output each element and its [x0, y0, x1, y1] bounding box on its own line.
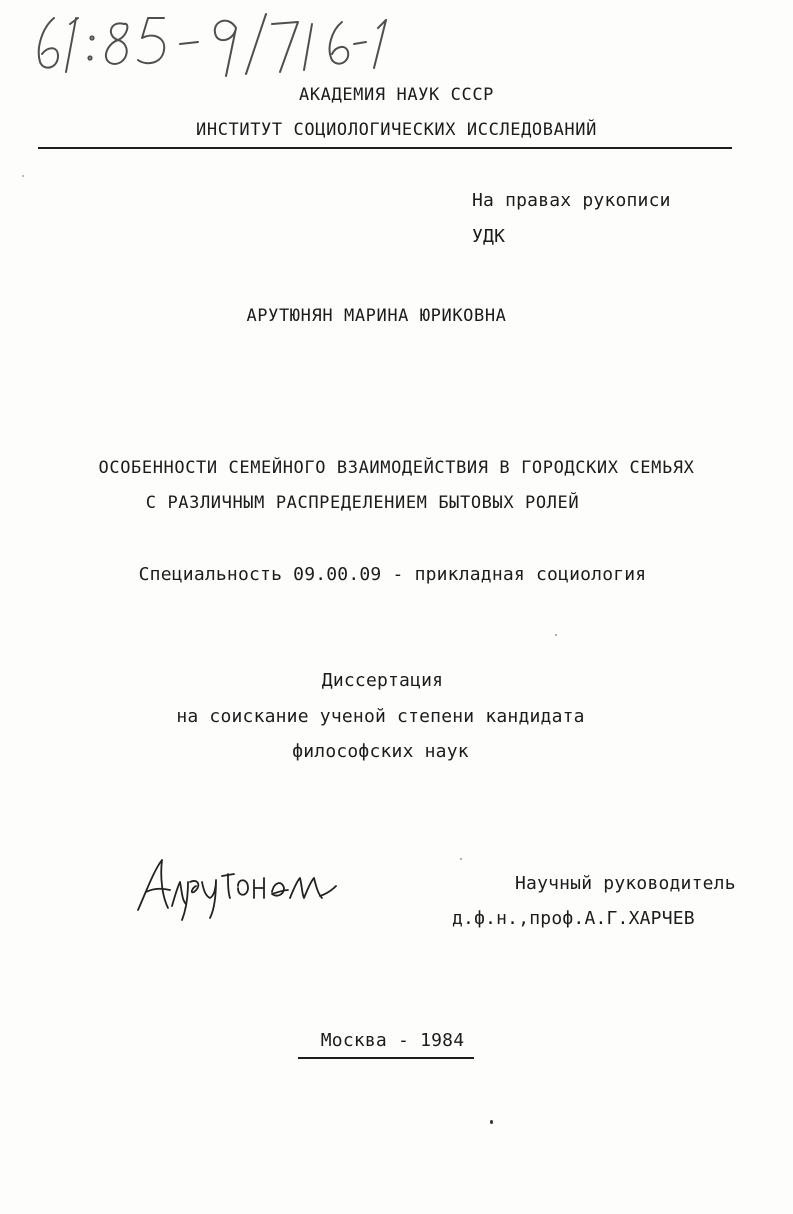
manuscript-rights: На правах рукописи [472, 190, 671, 211]
dissertation-title-line-2: С РАЗЛИЧНЫМ РАСПРЕДЕЛЕНИЕМ БЫТОВЫХ РОЛЕЙ [145, 493, 580, 513]
dissertation-label: Диссертация [321, 670, 444, 691]
archive-mark-handwriting [14, 4, 394, 82]
degree-line: на соискание ученой степени кандидата [176, 706, 585, 727]
dissertation-title-line-1: ОСОБЕННОСТИ СЕМЕЙНОГО ВЗАИМОДЕЙСТВИЯ В ГОРОДСКИХ СЕМЬЯХ [98, 458, 695, 478]
author-name: АРУТЮНЯН МАРИНА ЮРИКОВНА [246, 306, 507, 326]
institute-name: ИНСТИТУТ СОЦИОЛОГИЧЕСКИХ ИССЛЕДОВАНИЙ [196, 120, 597, 140]
place-year: Москва - 1984 [320, 1030, 465, 1051]
supervisor-name: д.ф.н.,проф.А.Г.ХАРЧЕВ [452, 908, 695, 929]
author-signature [132, 852, 342, 922]
scan-speck [22, 175, 24, 177]
scan-speck [460, 858, 462, 860]
academy-name: АКАДЕМИЯ НАУК СССР [298, 85, 495, 105]
signature-drawing [132, 852, 342, 922]
scan-speck [555, 634, 557, 636]
supervisor-label: Научный руководитель [515, 873, 736, 894]
speciality: Специальность 09.00.09 - прикладная социология [138, 564, 647, 585]
scan-speck [490, 1120, 493, 1124]
footer-underline [298, 1057, 474, 1059]
header-divider [38, 147, 732, 149]
science-field: философских наук [292, 741, 469, 762]
archive-mark-drawing [14, 4, 394, 82]
udk-label: УДК [472, 226, 506, 247]
